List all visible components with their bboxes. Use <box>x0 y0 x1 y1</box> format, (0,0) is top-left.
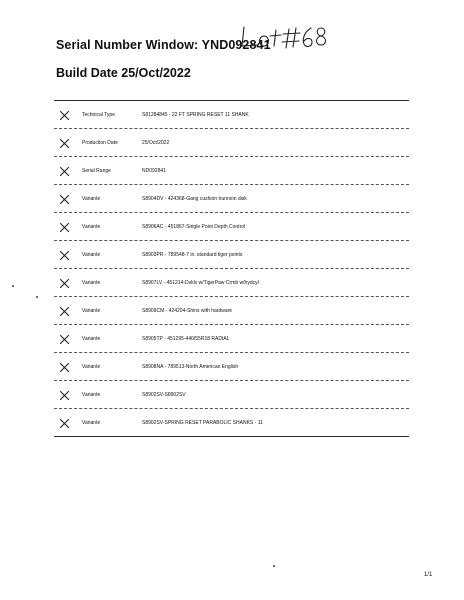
row-value: S8906AC - 451867-Single Point Depth Control <box>142 224 246 230</box>
row-value: S81284845 - 22 FT SPRING RESET 11 SHANK <box>142 112 249 118</box>
row-label: Serial Range <box>82 168 111 174</box>
table-rows <box>54 101 409 436</box>
spec-table <box>54 100 409 437</box>
table-row <box>54 101 409 128</box>
row-value: 25/Oct/2022 <box>142 140 170 146</box>
page-number: 1/1 <box>424 572 433 578</box>
table-row <box>54 184 409 212</box>
x-mark-icon <box>59 138 70 149</box>
table-row <box>54 380 409 408</box>
row-label: Variante <box>82 224 101 230</box>
row-value: S8905TP - 451295-440/55R18 RADIAL <box>142 336 230 342</box>
row-label: Variante <box>82 308 101 314</box>
row-label: Variante <box>82 392 101 398</box>
table-row <box>54 352 409 380</box>
row-value: S8908NA - 789513-North American English <box>142 364 239 370</box>
table-bottom-rule <box>54 436 409 437</box>
x-mark-icon <box>59 334 70 345</box>
x-mark-icon <box>59 362 70 373</box>
scan-speck <box>36 296 38 298</box>
x-mark-icon <box>59 166 70 177</box>
x-mark-icon <box>59 222 70 233</box>
x-mark-icon <box>59 250 70 261</box>
x-mark-icon <box>59 194 70 205</box>
row-value: S8902SV-SPRING RESET PARABOLIC SHANKS - 11 <box>142 420 263 426</box>
x-mark-icon <box>59 110 70 121</box>
table-row <box>54 128 409 156</box>
row-value: S8903PR - 789548-7 in. standard tiger points <box>142 252 243 258</box>
row-label: Technical Type <box>82 112 115 118</box>
table-row <box>54 212 409 240</box>
scan-speck <box>12 285 14 287</box>
table-row <box>54 240 409 268</box>
row-value: ND092841 <box>142 168 166 174</box>
table-row <box>54 268 409 296</box>
x-mark-icon <box>59 306 70 317</box>
row-label: Production Date <box>82 140 118 146</box>
build-date: Build Date 25/Oct/2022 <box>56 66 191 80</box>
row-label: Variante <box>82 420 101 426</box>
x-mark-icon <box>59 418 70 429</box>
row-label: Variante <box>82 336 101 342</box>
scan-speck <box>273 565 275 567</box>
table-row <box>54 408 409 436</box>
row-label: Variante <box>82 196 101 202</box>
table-row <box>54 296 409 324</box>
table-row <box>54 156 409 184</box>
handwritten-lot-note <box>240 24 330 52</box>
row-value: S8907LV - 451214-Dsklv w/TigerPaw Crmb w/hydcyl <box>142 280 259 286</box>
x-mark-icon <box>59 278 70 289</box>
page-title: Serial Number Window: YND092841 <box>56 38 271 52</box>
row-value: S8902SV-S8902SV <box>142 392 186 398</box>
row-label: Variante <box>82 364 101 370</box>
x-mark-icon <box>59 390 70 401</box>
row-label: Variante <box>82 280 101 286</box>
row-label: Variante <box>82 252 101 258</box>
row-value: S8909CM - 424204-Shins with hardware <box>142 308 233 314</box>
row-value: S8904DV - 424368-Gang cushion trunnion disk <box>142 196 247 202</box>
table-row <box>54 324 409 352</box>
